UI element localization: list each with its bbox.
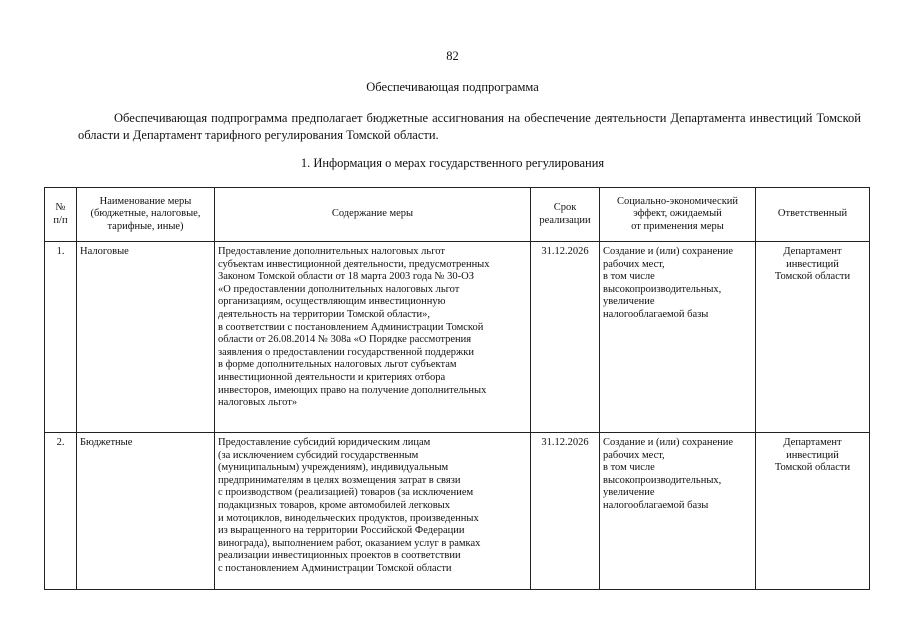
header-content: Содержание меры [215, 188, 531, 242]
table-row [45, 242, 870, 433]
row-responsible: Департамент инвестиций Томской области [756, 433, 870, 590]
table-row [45, 433, 870, 590]
table-header-row [45, 188, 870, 242]
row-effect: Создание и (или) сохранение рабочих мест, в том числе высокопроизводительных, увеличение налогооблагаемой базы [600, 242, 756, 433]
row-num: 1. [45, 242, 77, 433]
row-num: 2. [45, 433, 77, 590]
row-content: Предоставление субсидий юридическим лицам (за исключением субсидий государственным (муниципальным) учреждениям), индивидуальным предпринимателям в целях возмещения затрат в связи с производством (реализацией) товаров (за исключением подакцизных товаров, кроме автомобилей легковых и мотоциклов, винодельческих продуктов, произведенных из выращенного на территории Российской Федерации винограда), выполнением работ, оказанием услуг в рамках реализации инвестиционных проектов в соответствии с постановлением Администрации Томской области [215, 433, 531, 590]
section-title: 1. Информация о мерах государственного регулирования [300, 156, 605, 170]
row-type: Налоговые [77, 242, 215, 433]
table-header [45, 188, 870, 242]
row-date: 31.12.2026 [531, 433, 600, 590]
header-effect: Социально-экономический эффект, ожидаемый от применения меры [600, 188, 756, 242]
row-type: Бюджетные [77, 433, 215, 590]
row-effect: Создание и (или) сохранение рабочих мест, в том числе высокопроизводительных, увеличение налогооблагаемой базы [600, 433, 756, 590]
subprogram-title: Обеспечивающая подпрограмма [366, 80, 539, 94]
page-number: 82 [446, 49, 459, 63]
row-responsible: Департамент инвестиций Томской области [756, 242, 870, 433]
row-content: Предоставление дополнительных налоговых льгот субъектам инвестиционной деятельности, предусмотренных Законом Томской области от 18 марта 2003 года № 30-ОЗ «О предоставлении дополнительных налоговых льгот организациям, осуществляющим инвестиционную деятельность на территории Томской области», в соответствии с постановлением Администрации Томской области от 26.08.2014 № 308а «О Порядке рассмотрения заявления о предоставлении государственной поддержки в форме дополнительных налоговых льгот субъектам инвестиционной деятельности и критериях отбора инвесторов, имеющих право на получение дополнительных налоговых льгот» [215, 242, 531, 433]
header-type: Наименование меры (бюджетные, налоговые, тарифные, иные) [77, 188, 215, 242]
header-date: Срок реализации [531, 188, 600, 242]
measures-table [44, 187, 870, 590]
header-responsible: Ответственный [756, 188, 870, 242]
header-num: № п/п [45, 188, 77, 242]
row-date: 31.12.2026 [531, 242, 600, 433]
intro-paragraph: Обеспечивающая подпрограмма предполагает бюджетные ассигнования на обеспечение деятельности Департамента инвестиций Томской области и Департамент тарифного регулирования Томской области. [78, 111, 861, 142]
